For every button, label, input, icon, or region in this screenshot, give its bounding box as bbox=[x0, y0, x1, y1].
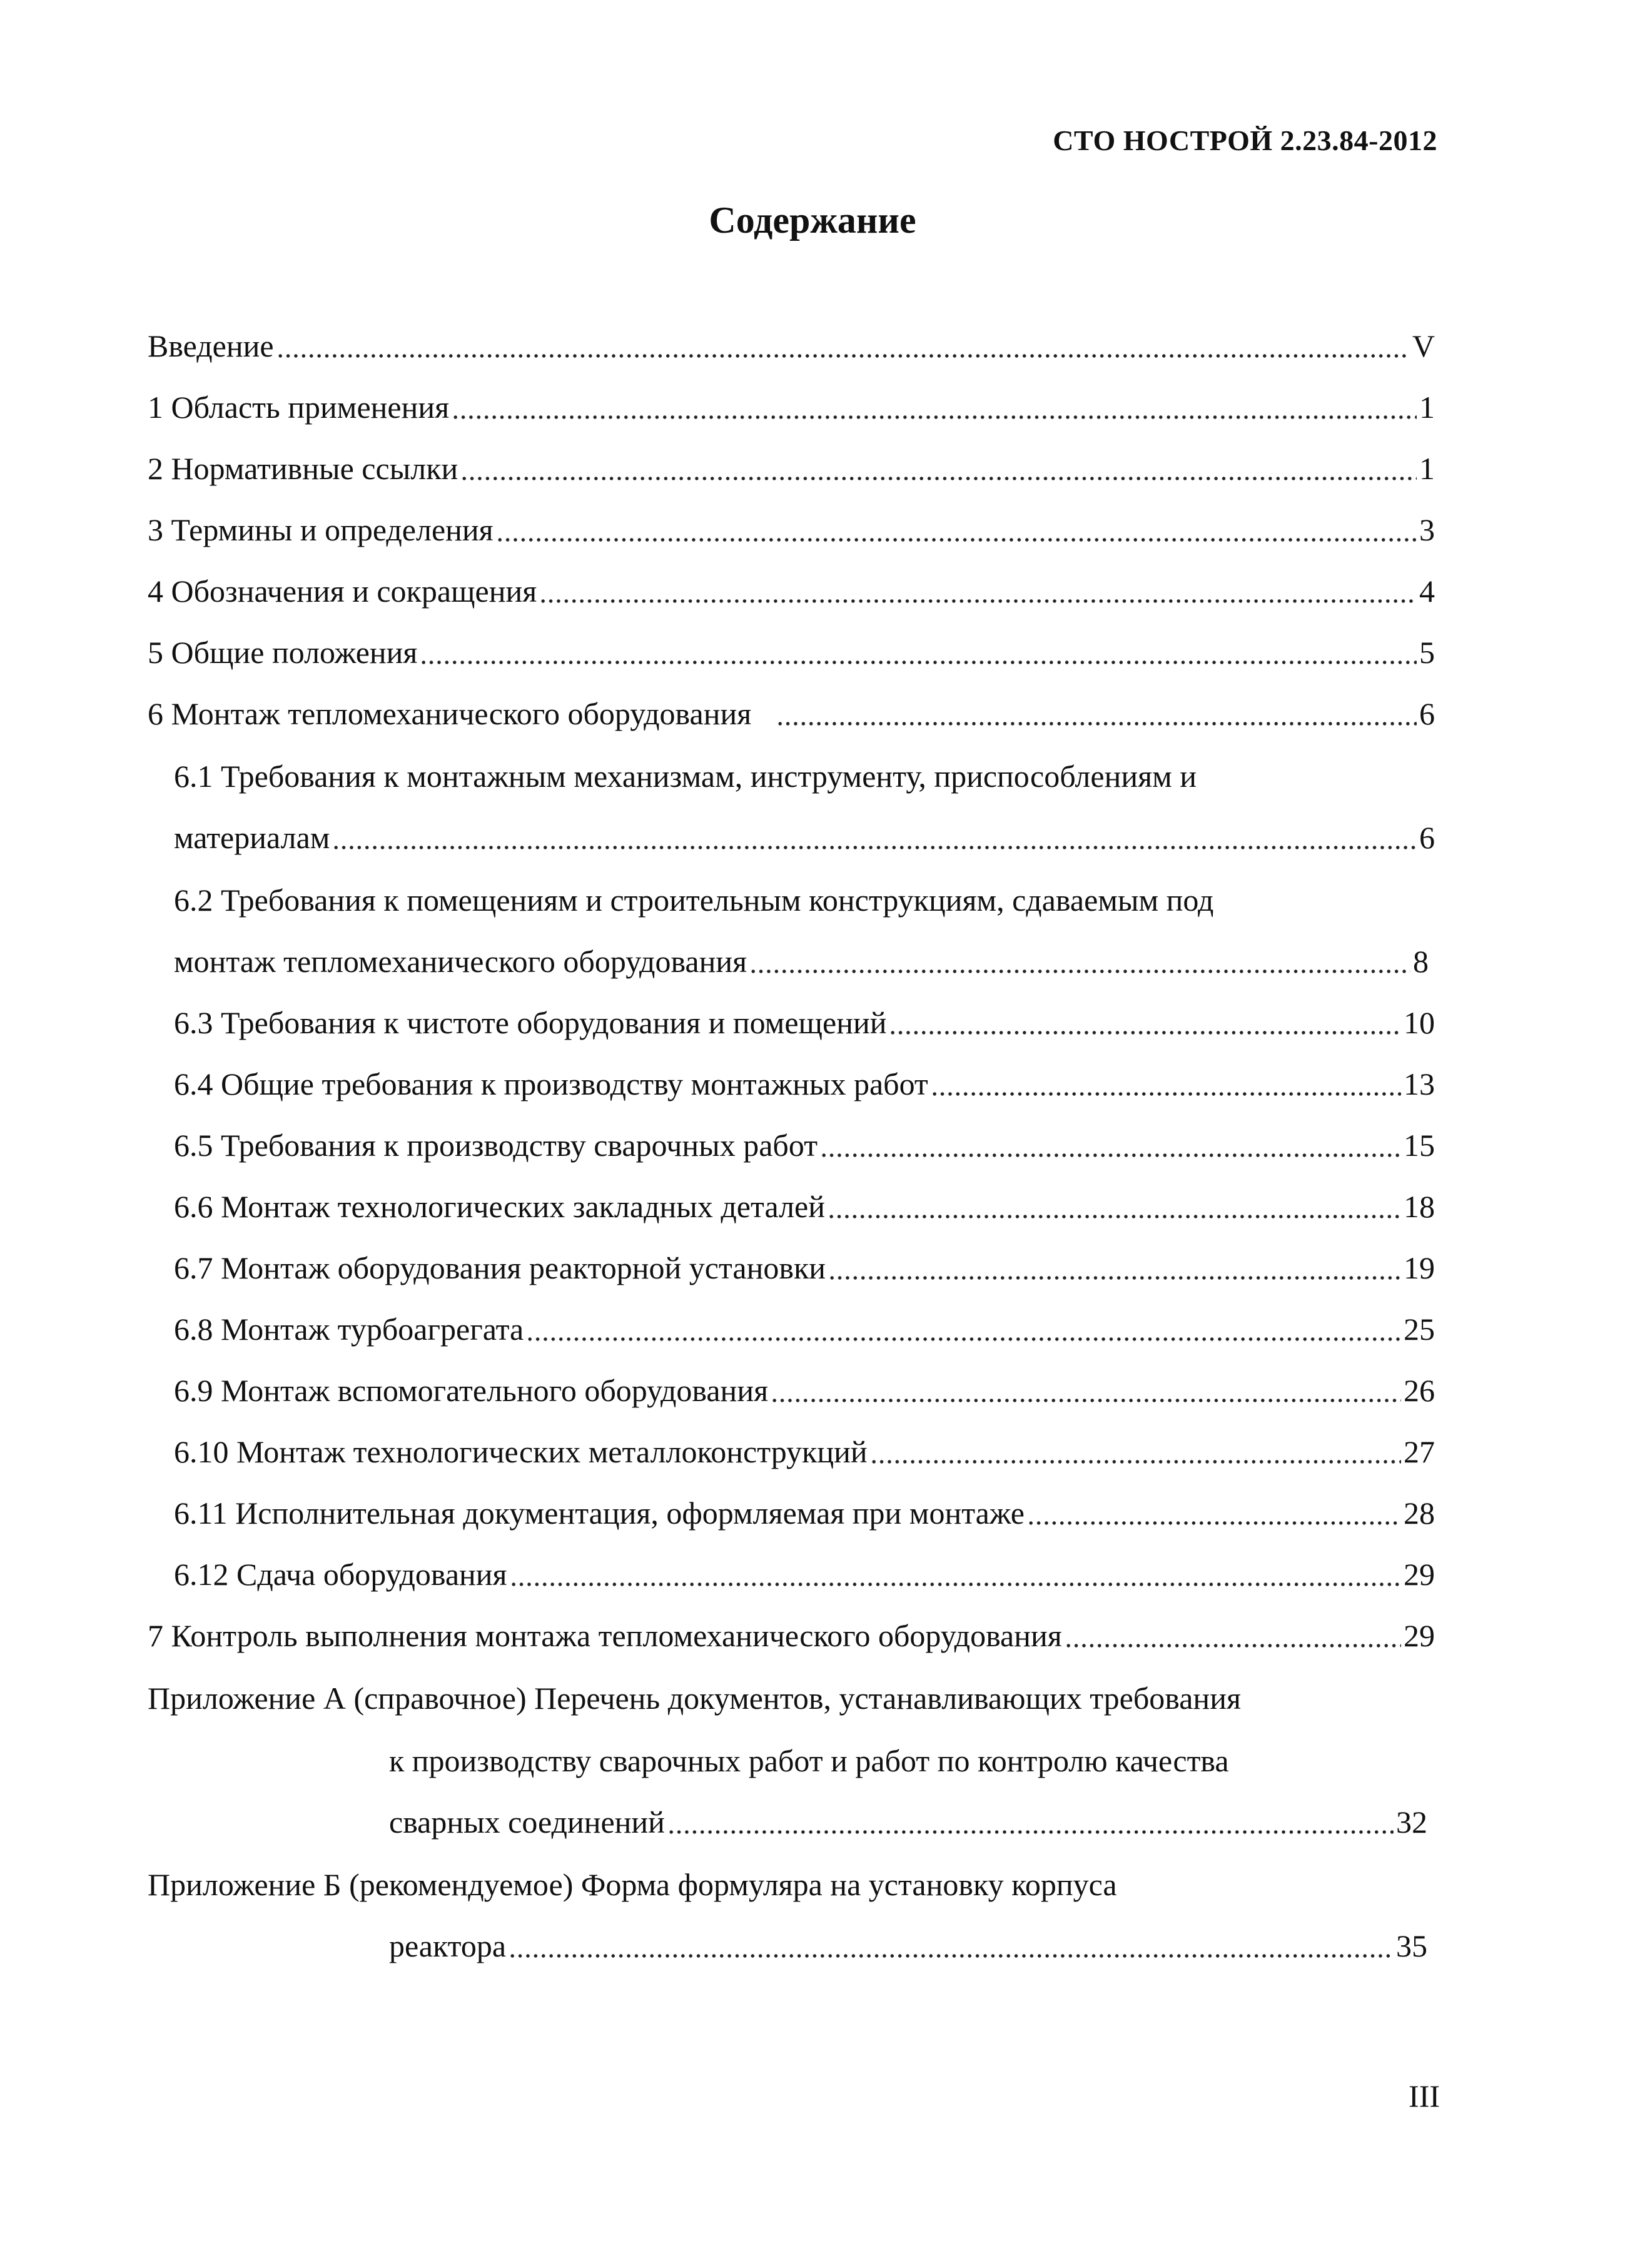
toc-entry-title: 7 Контроль выполнения монтажа тепломеханического оборудования bbox=[148, 1618, 1062, 1653]
toc-entry-title: Приложение А (справочное) Перечень документов, устанавливающих требования bbox=[148, 1681, 1241, 1716]
toc-entry-title: 4 Обозначения и сокращения bbox=[148, 574, 537, 609]
toc-entry-title: 6.1 Требования к монтажным механизмам, инструменту, приспособлениям и bbox=[174, 759, 1197, 794]
toc-entry-appendix-a-line-3[interactable] bbox=[389, 1800, 1427, 1844]
toc-entry-page: 1 bbox=[1419, 451, 1435, 486]
toc-entry-page: 29 bbox=[1404, 1557, 1435, 1592]
toc-entry-title: 3 Термины и определения bbox=[148, 512, 494, 547]
toc-entry-section-6-10[interactable] bbox=[174, 1430, 1435, 1474]
toc-entry-page: 6 bbox=[1419, 696, 1435, 731]
toc-entry-page: 6 bbox=[1419, 820, 1435, 855]
dot-leader bbox=[276, 324, 1410, 368]
dot-leader bbox=[749, 939, 1410, 983]
dot-leader bbox=[1027, 1491, 1401, 1535]
dot-leader bbox=[931, 1062, 1401, 1106]
toc-entry-title: Введение bbox=[148, 328, 274, 363]
document-code: СТО НОСТРОЙ 2.23.84-2012 bbox=[1053, 124, 1437, 156]
toc-entry-section-6-9[interactable] bbox=[174, 1369, 1435, 1412]
dot-leader bbox=[828, 1185, 1401, 1228]
dot-leader bbox=[889, 1001, 1401, 1045]
toc-entry-title: 1 Область применения bbox=[148, 390, 450, 425]
toc-entry-section-6-11[interactable] bbox=[174, 1491, 1435, 1535]
toc-entry-page: 29 bbox=[1404, 1618, 1435, 1653]
toc-entry-title: 6.10 Монтаж технологических металлоконструкций bbox=[174, 1434, 868, 1469]
toc-entry-title: реактора bbox=[389, 1928, 507, 1963]
dot-leader bbox=[771, 1369, 1401, 1412]
dot-leader bbox=[496, 508, 1417, 552]
toc-entry-page: 28 bbox=[1404, 1496, 1435, 1531]
dot-leader bbox=[420, 630, 1417, 674]
toc-entry-section-6-1-line-1[interactable] bbox=[174, 754, 1435, 798]
toc-entry-page: 4 bbox=[1419, 574, 1435, 609]
toc-entry-title: сварных соединений bbox=[389, 1805, 665, 1840]
toc-entry-section-4[interactable] bbox=[148, 569, 1435, 613]
toc-entry-section-6-4[interactable] bbox=[174, 1062, 1435, 1106]
toc-entry-title: 6.5 Требования к производству сварочных работ bbox=[174, 1128, 818, 1163]
toc-entry-page: 26 bbox=[1404, 1373, 1435, 1408]
dot-leader bbox=[460, 447, 1417, 490]
toc-entry-title: 6 Монтаж тепломеханического оборудования bbox=[148, 696, 752, 731]
toc-entry-section-1[interactable] bbox=[148, 385, 1435, 429]
toc-entry-page: 18 bbox=[1404, 1189, 1435, 1224]
toc-entry-page: 35 bbox=[1396, 1928, 1427, 1963]
toc-entry-page: 25 bbox=[1404, 1312, 1435, 1347]
toc-entry-section-6-3[interactable] bbox=[174, 1001, 1435, 1045]
dot-leader bbox=[1065, 1614, 1401, 1658]
page-title: Содержание bbox=[709, 200, 916, 241]
dot-leader bbox=[332, 816, 1417, 859]
toc-entry-section-7[interactable] bbox=[148, 1614, 1435, 1658]
page-number: III bbox=[1409, 2078, 1440, 2114]
dot-leader bbox=[526, 1307, 1401, 1351]
toc-entry-section-6-7[interactable] bbox=[174, 1246, 1435, 1290]
toc-entry-section-6-5[interactable] bbox=[174, 1123, 1435, 1167]
toc-entry-title: 6.4 Общие требования к производству монтажных работ bbox=[174, 1066, 928, 1101]
dot-leader bbox=[667, 1800, 1394, 1844]
toc-entry-section-6-8[interactable] bbox=[174, 1307, 1435, 1351]
dot-leader bbox=[828, 1246, 1401, 1290]
toc-entry-title: 6.7 Монтаж оборудования реакторной установки bbox=[174, 1250, 826, 1285]
toc-entry-page: 19 bbox=[1404, 1250, 1435, 1285]
toc-entry-title: к производству сварочных работ и работ по контролю качества bbox=[389, 1743, 1229, 1778]
dot-leader bbox=[510, 1552, 1401, 1596]
toc-entry-appendix-a-line-1[interactable] bbox=[148, 1676, 1435, 1720]
dot-leader bbox=[776, 692, 1417, 736]
toc-entry-page: 27 bbox=[1404, 1434, 1435, 1469]
toc-entry-page: 5 bbox=[1419, 635, 1435, 670]
toc-entry-page: V bbox=[1412, 328, 1435, 363]
toc-entry-introduction[interactable] bbox=[148, 324, 1435, 368]
toc-entry-page: 13 bbox=[1404, 1066, 1435, 1101]
toc-entry-appendix-b-line-2[interactable] bbox=[389, 1924, 1427, 1968]
toc-entry-title: 6.3 Требования к чистоте оборудования и помещений bbox=[174, 1005, 887, 1040]
toc-entry-section-6-2-line-1[interactable] bbox=[174, 878, 1435, 922]
toc-entry-page: 10 bbox=[1404, 1005, 1435, 1040]
toc-entry-title: 6.9 Монтаж вспомогательного оборудования bbox=[174, 1373, 769, 1408]
table-of-contents bbox=[0, 324, 1625, 2050]
toc-entry-section-6-6[interactable] bbox=[174, 1185, 1435, 1228]
toc-entry-appendix-b-line-1[interactable] bbox=[148, 1863, 1435, 1906]
toc-entry-title: 5 Общие положения bbox=[148, 635, 418, 670]
toc-entry-section-6-2-line-2[interactable] bbox=[174, 939, 1429, 983]
toc-entry-title: 2 Нормативные ссылки bbox=[148, 451, 458, 486]
toc-entry-title: 6.2 Требования к помещениям и строительным конструкциям, сдаваемым под bbox=[174, 883, 1214, 918]
toc-entry-title: 6.8 Монтаж турбоагрегата bbox=[174, 1312, 524, 1347]
dot-leader bbox=[539, 569, 1417, 613]
toc-entry-page: 15 bbox=[1404, 1128, 1435, 1163]
toc-entry-title: монтаж тепломеханического оборудования bbox=[174, 944, 747, 979]
toc-entry-section-6[interactable] bbox=[148, 692, 1435, 736]
toc-entry-section-5[interactable] bbox=[148, 630, 1435, 674]
toc-entry-page: 8 bbox=[1413, 944, 1429, 979]
toc-entry-title: 6.12 Сдача оборудования bbox=[174, 1557, 507, 1592]
toc-entry-section-6-1-line-2[interactable] bbox=[174, 816, 1435, 859]
toc-entry-appendix-a-line-2[interactable] bbox=[389, 1739, 1435, 1783]
toc-entry-page: 32 bbox=[1396, 1805, 1427, 1840]
toc-entry-title: Приложение Б (рекомендуемое) Форма формуляра на установку корпуса bbox=[148, 1867, 1117, 1902]
toc-entry-section-6-12[interactable] bbox=[174, 1552, 1435, 1596]
toc-entry-section-2[interactable] bbox=[148, 447, 1435, 490]
toc-entry-title: 6.6 Монтаж технологических закладных деталей bbox=[174, 1189, 825, 1224]
toc-entry-page: 1 bbox=[1419, 390, 1435, 425]
dot-leader bbox=[509, 1924, 1394, 1968]
toc-entry-section-3[interactable] bbox=[148, 508, 1435, 552]
dot-leader bbox=[820, 1123, 1401, 1167]
toc-entry-title: материалам bbox=[174, 820, 330, 855]
dot-leader bbox=[870, 1430, 1401, 1474]
toc-entry-page: 3 bbox=[1419, 512, 1435, 547]
dot-leader bbox=[452, 385, 1417, 429]
toc-entry-title: 6.11 Исполнительная документация, оформляемая при монтаже bbox=[174, 1496, 1025, 1531]
